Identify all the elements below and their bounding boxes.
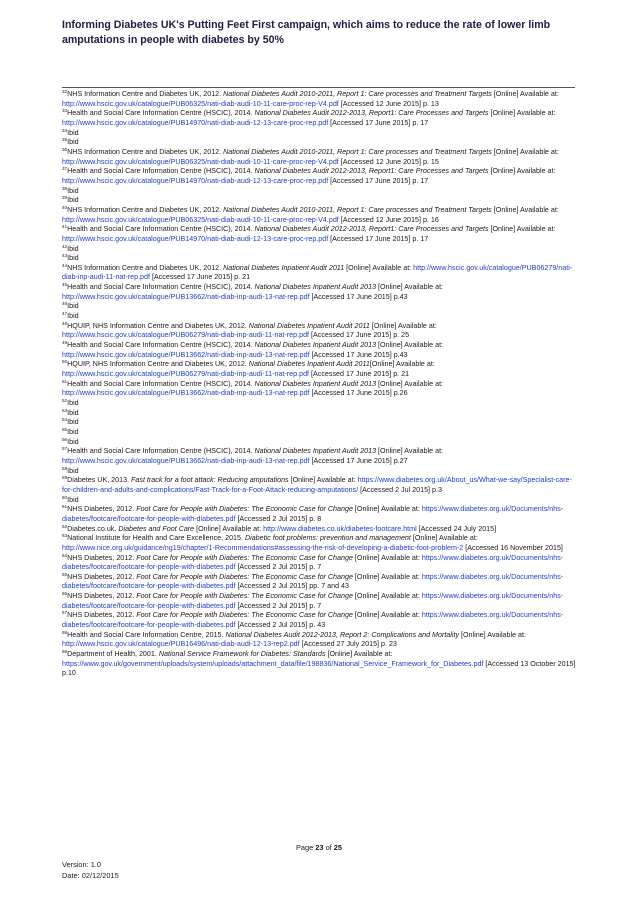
page-of: of [323,843,334,852]
footnote-item [62,206,576,225]
footnote-text: Department of Health, 2001. [67,650,159,659]
footnote-number: 36 [62,146,68,152]
footnote-link[interactable]: http://www.hscic.gov.uk/catalogue/PUB06325/nati-diab-audi-10-11-care-proc-rep-V4.pdf [62,157,339,166]
footnote-text: Diabetes UK, 2013. [67,476,132,485]
footnote-text: Health and Social Care Information Centre (HSCIC), 2014. [67,167,255,176]
footnote-accessed: [Accessed 17 June 2015] p.43 [309,350,408,359]
footnote-link[interactable]: https://www.diabetes.org.uk/About_us/What-we-say/Specialist-care-for-children-and-adults-and-complications/Fast-Track-for-a-Foot-Attack-reducing-amputations/ [62,476,572,494]
footnote-available: [Online] Available at: [325,650,393,659]
footnote-item [62,525,576,535]
footnote-available: [Online] Available at: [376,283,444,292]
footnote-link[interactable]: http://www.hscic.gov.uk/catalogue/PUB06279/nati-diab-inp-audi-11-nat-rep.pdf [62,331,310,340]
footnote-item [62,650,576,679]
footer-meta [62,860,119,881]
footnote-item [62,225,576,244]
footnote-available: [Online] Available at: [376,341,444,350]
footnote-number: 61 [62,504,68,510]
footnote-number: 49 [62,340,68,346]
footnote-title: Diabetic foot problems: prevention and management [244,534,411,543]
footnote-number: 66 [62,591,68,597]
footnote-item [62,322,576,341]
footnote-item [62,129,576,139]
footnote-available: [Online] Available at: [488,167,556,176]
footnote-number: 43 [62,253,68,259]
footnote-accessed: [Accessed 2 Jul 2015] p. 7 [235,601,322,610]
footnote-link[interactable]: http://www.hscic.gov.uk/catalogue/PUB16496/nati-diab-audi-12-13-rep2.pdf [62,640,300,649]
footnote-title: National Diabetes Inpatient Audit 2011 [248,360,370,369]
footnote-link[interactable]: http://www.hscic.gov.uk/catalogue/PUB13662/nati-diab-inp-audi-13-nat-rep.pdf [62,456,310,465]
footnote-title: National Diabetes Audit 2012-2013, Report 2: Complications and Mortality [225,630,460,639]
footnote-available: [Online] Available at: [376,447,444,456]
footnote-text: Ibid [67,244,79,253]
footnote-text: Health and Social Care Information Centre (HSCIC), 2014. [67,109,255,118]
footnote-number: 51 [62,378,68,384]
footnote-accessed: [Accessed 17 June 2015] p. 25 [309,331,410,340]
footnote-item [62,302,576,312]
footnote-item [62,148,576,167]
footnote-title: National Diabetes Inpatient Audit 2011 [248,321,370,330]
footnote-text: Ibid [67,254,79,263]
footnote-item [62,476,576,495]
footnote-item [62,573,576,592]
footnote-item [62,187,576,197]
footnote-title: National Diabetes Inpatient Audit 2013 [254,283,377,292]
footnote-title: National Diabetes Audit 2010-2011, Report 1: Care processes and Treatment Targets [223,205,492,214]
footnote-text: National Institute for Health and Care Excellence, 2015. [67,534,245,543]
footnote-accessed: [Accessed 17 June 2015] p.27 [309,456,408,465]
footnote-text: Health and Social Care Information Centre, 2015. [67,630,226,639]
footnote-number: 55 [62,426,68,432]
footnote-number: 32 [62,89,68,94]
footnote-text: Ibid [67,138,79,147]
footnote-number: 67 [62,610,68,616]
footnote-text: Ibid [67,466,79,475]
footnote-number: 65 [62,571,68,577]
footnote-title: National Diabetes Inpatient Audit 2013 [254,447,377,456]
footnote-available: [Online] Available at: [488,225,556,234]
footnote-available: [Online] Available at: [352,611,422,620]
footnote-title: National Diabetes Inpatient Audit 2013 [254,341,377,350]
footnote-text: Ibid [67,186,79,195]
footnote-item [62,254,576,264]
footnote-item [62,505,576,524]
footnote-text: NHS Information Centre and Diabetes UK, 2012. [67,90,224,98]
footnote-number: 62 [62,523,68,529]
footnote-available: [Online] Available at: [369,321,437,330]
footnote-number: 42 [62,243,68,249]
footnote-item [62,447,576,466]
footnote-title: National Diabetes Inpatient Audit 2013 [254,379,377,388]
footnote-text: Health and Social Care Information Centre (HSCIC), 2014. [67,225,255,234]
page-prefix: Page [295,843,316,852]
footnote-available: [Online] Available at: [194,524,264,533]
footnote-number: 34 [62,127,68,133]
footnote-available: [Online] Available at: [369,360,435,369]
footnote-number: 47 [62,311,68,317]
footnote-link[interactable]: http://www.diabetes.co.uk/diabetes-footcare.html [263,524,417,533]
footnote-available: [Online] Available at: [288,476,358,485]
footnote-link[interactable]: http://www.hscic.gov.uk/catalogue/PUB06279/nati-diab-inp-audi-11-nat-rep.pdf [62,263,573,282]
footnote-separator [62,87,575,88]
footnote-text: NHS Diabetes, 2012. [67,505,137,514]
footnote-item [62,196,576,206]
footnote-number: 60 [62,494,68,500]
footnote-link[interactable]: http://www.hscic.gov.uk/catalogue/PUB13662/nati-diab-inp-audi-13-nat-rep.pdf [62,389,310,398]
footnote-text: Ibid [67,128,79,137]
footnote-text: Health and Social Care Information Centre (HSCIC), 2014. [67,341,255,350]
footnote-text: NHS Information Centre and Diabetes UK, 2012. [67,205,224,214]
footnote-link[interactable]: http://www.hscic.gov.uk/catalogue/PUB14970/nati-diab-audi-12-13-care-proc-rep.pdf [62,234,329,243]
footnote-accessed: [Accessed 2 Jul 2015] pp. 7 and 43 [235,582,350,591]
footnote-accessed: [Accessed 17 June 2015] p. 17 [328,234,429,243]
footnote-number: 54 [62,417,68,423]
footnote-number: 53 [62,407,68,413]
footnote-accessed: [Accessed 13 October 2015] p.10 [62,659,576,678]
footnote-number: 59 [62,475,68,481]
footnote-available: [Online] Available at: [491,90,559,98]
footnote-link[interactable]: https://www.diabetes.org.uk/Documents/nhs-diabetes/footcare/footcare-for-people-with-diabetes.pdf [62,572,564,591]
footnote-text: NHS Diabetes, 2012. [67,611,137,620]
footnote-item [62,467,576,477]
footnote-available: [Online] Available at: [352,553,422,562]
footnote-title: National Diabetes Audit 2012-2013, Report1: Care Processes and Targets [254,109,489,118]
footnote-title: Diabetes and Foot Care [118,524,195,533]
footnote-item [62,631,576,650]
footnote-text: Ibid [67,495,79,504]
footnote-accessed: [Accessed 16 November 2015] [463,543,563,552]
footnote-item [62,418,576,428]
footnote-item [62,496,576,506]
footnote-text: Health and Social Care Information Centre (HSCIC), 2014. [67,447,255,456]
footnote-number: 52 [62,398,68,403]
footnote-link[interactable]: http://www.hscic.gov.uk/catalogue/PUB06325/nati-diab-audi-10-11-care-proc-rep-V4.pdf [62,99,339,108]
footnote-text: HQUIP, NHS Information Centre and Diabetes UK, 2012. [67,321,249,330]
footnote-available: [Online] Available at: [488,109,556,118]
footnote-link[interactable]: http://www.hscic.gov.uk/catalogue/PUB13662/nati-diab-inp-audi-13-nat-rep.pdf [62,350,310,359]
footnote-link[interactable]: https://www.diabetes.org.uk/Documents/nhs-diabetes/footcare/footcare-for-people-with-diabetes.pdf [62,611,564,630]
footnote-available: [Online] Available at: [352,572,422,581]
footnote-number: 38 [62,185,68,191]
footnote-text: NHS Diabetes, 2012. [67,553,137,562]
footnote-accessed: [Accessed 17 June 2015] p. 17 [328,176,429,185]
footnote-link[interactable]: http://www.hscic.gov.uk/catalogue/PUB06279/nati-diab-inp-audi-11-nat-rep.pdf [62,370,310,379]
footnote-available: [Online] Available at: [459,630,526,639]
footnote-link[interactable]: https://www.diabetes.org.uk/Documents/nhs-diabetes/footcare/footcare-for-people-with-diabetes.pdf [62,505,564,523]
footnote-title: Foot Care for People with Diabetes: The Economic Case for Change [136,611,353,620]
footnote-accessed: [Accessed 12 June 2015] p. 15 [338,157,439,166]
footnote-title: National Diabetes Audit 2012-2013, Report1: Care Processes and Targets [254,167,489,176]
date-label: Date: 02/12/2015 [62,870,119,880]
footnote-text: Ibid [67,418,79,427]
footnote-title: National Diabetes Inpatient Audit 2011 [223,263,345,272]
footnote-available: [Online] Available at: [410,534,478,543]
footnote-number: 35 [62,137,68,143]
footnote-link[interactable]: https://www.diabetes.org.uk/Documents/nhs-diabetes/footcare/footcare-for-people-with-diabetes.pdf [62,553,564,572]
footnote-available: [Online] Available at: [352,505,422,514]
footnote-item [62,399,576,409]
footnote-text: Ibid [67,408,79,417]
footnote-accessed: [Accessed 17 June 2015] p. 17 [328,118,429,127]
footnote-number: 44 [62,262,68,268]
footnotes-list [62,90,576,679]
footnote-accessed: [Accessed 2 Jul 2015] p.3 [358,485,442,494]
footnote-title: Foot Care for People with Diabetes: The Economic Case for Change [136,572,353,581]
footnote-text: NHS Information Centre and Diabetes UK, 2012. [67,263,224,272]
footnote-link[interactable]: https://www.gov.uk/government/uploads/system/uploads/attachment_data/file/198836/National_Service_Framework_for_Diabetes.pdf [62,659,484,668]
footnote-available: [Online] Available at: [352,592,422,601]
footnote-text: Health and Social Care Information Centre (HSCIC), 2014. [67,379,255,388]
footnote-item [62,380,576,399]
footnote-title: National Service Framework for Diabetes: Standards [158,650,326,659]
footnote-accessed: [Accessed 2 Jul 2015] p. 8 [235,514,322,523]
footnote-text: NHS Diabetes, 2012. [67,592,137,601]
footnote-number: 58 [62,465,68,471]
footnote-text: Ibid [67,427,79,436]
footnote-available: [Online] Available at: [344,263,414,272]
footnote-number: 41 [62,224,68,230]
footnote-item [62,245,576,255]
footnote-number: 37 [62,166,68,172]
footnote-link[interactable]: http://www.hscic.gov.uk/catalogue/PUB13662/nati-diab-inp-audi-13-nat-rep.pdf [62,292,310,301]
footnote-item [62,360,576,379]
footnote-title: National Diabetes Audit 2012-2013, Report1: Care Processes and Targets [254,225,489,234]
page-total: 25 [333,843,343,852]
footnote-item [62,611,576,630]
footnote-text: Ibid [67,399,79,407]
footnote-accessed: [Accessed 17 June 2015] p.43 [309,292,408,301]
footnote-number: 46 [62,301,68,307]
footnote-text: Ibid [67,312,79,321]
footnote-text: Ibid [67,196,79,205]
footnote-available: [Online] Available at: [376,379,444,388]
footnote-item [62,312,576,322]
page-current: 23 [315,843,324,852]
footnote-accessed: [Accessed 17 June 2015] p.26 [309,389,408,398]
footnote-available: [Online] Available at: [491,205,559,214]
footnote-item [62,283,576,302]
footnote-accessed: [Accessed 27 July 2015] p. 23 [299,640,397,649]
page-header-title: Informing Diabetes UK's Putting Feet First campaign, which aims to reduce the rate of lower limb amputations in people with diabetes by 50% [62,19,551,46]
footnote-link[interactable]: http://www.hscic.gov.uk/catalogue/PUB06325/nati-diab-audi-10-11-care-proc-rep-V4.pdf [62,215,339,224]
footnote-accessed: [Accessed 17 June 2015] p. 21 [309,370,410,379]
footnote-item [62,109,576,128]
footnote-text: HQUIP, NHS Information Centre and Diabetes UK, 2012. [67,360,249,369]
footnote-number: 39 [62,195,68,201]
footnote-accessed: [Accessed 17 June 2015] p. 21 [150,273,251,282]
footnote-number: 48 [62,320,68,326]
footnote-item [62,167,576,186]
footnote-item [62,554,576,573]
footnote-number: 50 [62,359,68,365]
footnote-number: 63 [62,533,68,539]
footnote-title: Foot Care for People with Diabetes: The Economic Case for Change [136,553,353,562]
footnote-accessed: [Accessed 2 Jul 2015] p. 43 [235,621,326,630]
footnote-item [62,341,576,360]
footnote-title: Fast track for a foot attack: Reducing amputations [131,476,289,485]
footnote-text: Health and Social Care Information Centre (HSCIC), 2014. [67,283,255,292]
footnote-accessed: [Accessed 24 July 2015] [416,524,497,533]
page-number [0,843,638,852]
footnote-item [62,138,576,148]
footnote-number: 45 [62,282,68,288]
footnote-item [62,428,576,438]
version-label: Version: 1.0 [62,860,102,869]
footnote-number: 69 [62,649,68,655]
footnote-link[interactable]: http://www.nice.org.uk/guidance/ng19/chapter/1-Recommendations#assessing-the-risk-of-developing-a-diabetic-foot-problem-2 [62,543,464,552]
footnote-number: 33 [62,108,68,114]
footnote-text: Diabetes.co.uk. [67,524,119,533]
footnote-available: [Online] Available at: [491,147,559,156]
footnote-item [62,264,576,283]
footnote-link[interactable]: http://www.hscic.gov.uk/catalogue/PUB14970/nati-diab-audi-12-13-care-proc-rep.pdf [62,176,329,185]
footnote-accessed: [Accessed 12 June 2015] p. 16 [338,215,439,224]
footnote-title: Foot Care for People with Diabetes: The Economic Case for Change [136,505,353,514]
footnote-link[interactable]: http://www.hscic.gov.uk/catalogue/PUB14970/nati-diab-audi-12-13-care-proc-rep.pdf [62,118,329,127]
footnote-number: 64 [62,552,68,558]
footnote-text: NHS Information Centre and Diabetes UK, 2012. [67,147,224,156]
footnote-number: 57 [62,446,68,452]
footnote-item [62,592,576,611]
footnote-item [62,90,576,109]
footnote-item [62,438,576,448]
footnote-title: Foot Care for People with Diabetes: The Economic Case for Change [136,592,353,601]
footnote-text: Ibid [67,302,79,311]
footnote-number: 40 [62,204,68,210]
footnote-text: NHS Diabetes, 2012. [67,572,137,581]
footnote-link[interactable]: https://www.diabetes.org.uk/Documents/nhs-diabetes/footcare/footcare-for-people-with-diabetes.pdf [62,592,564,610]
footnote-item [62,409,576,419]
footnote-number: 56 [62,436,68,442]
footnote-item [62,534,576,553]
footnote-title: National Diabetes Audit 2010-2011, Report 1: Care processes and Treatment Targets [223,90,492,98]
footnote-number: 68 [62,629,68,635]
footnote-accessed: [Accessed 12 June 2015] p. 13 [338,99,439,108]
footnote-title: National Diabetes Audit 2010-2011, Report 1: Care processes and Treatment Targets [223,147,492,156]
footnote-text: Ibid [67,437,79,446]
footnote-accessed: [Accessed 2 Jul 2015] p. 7 [235,563,322,572]
